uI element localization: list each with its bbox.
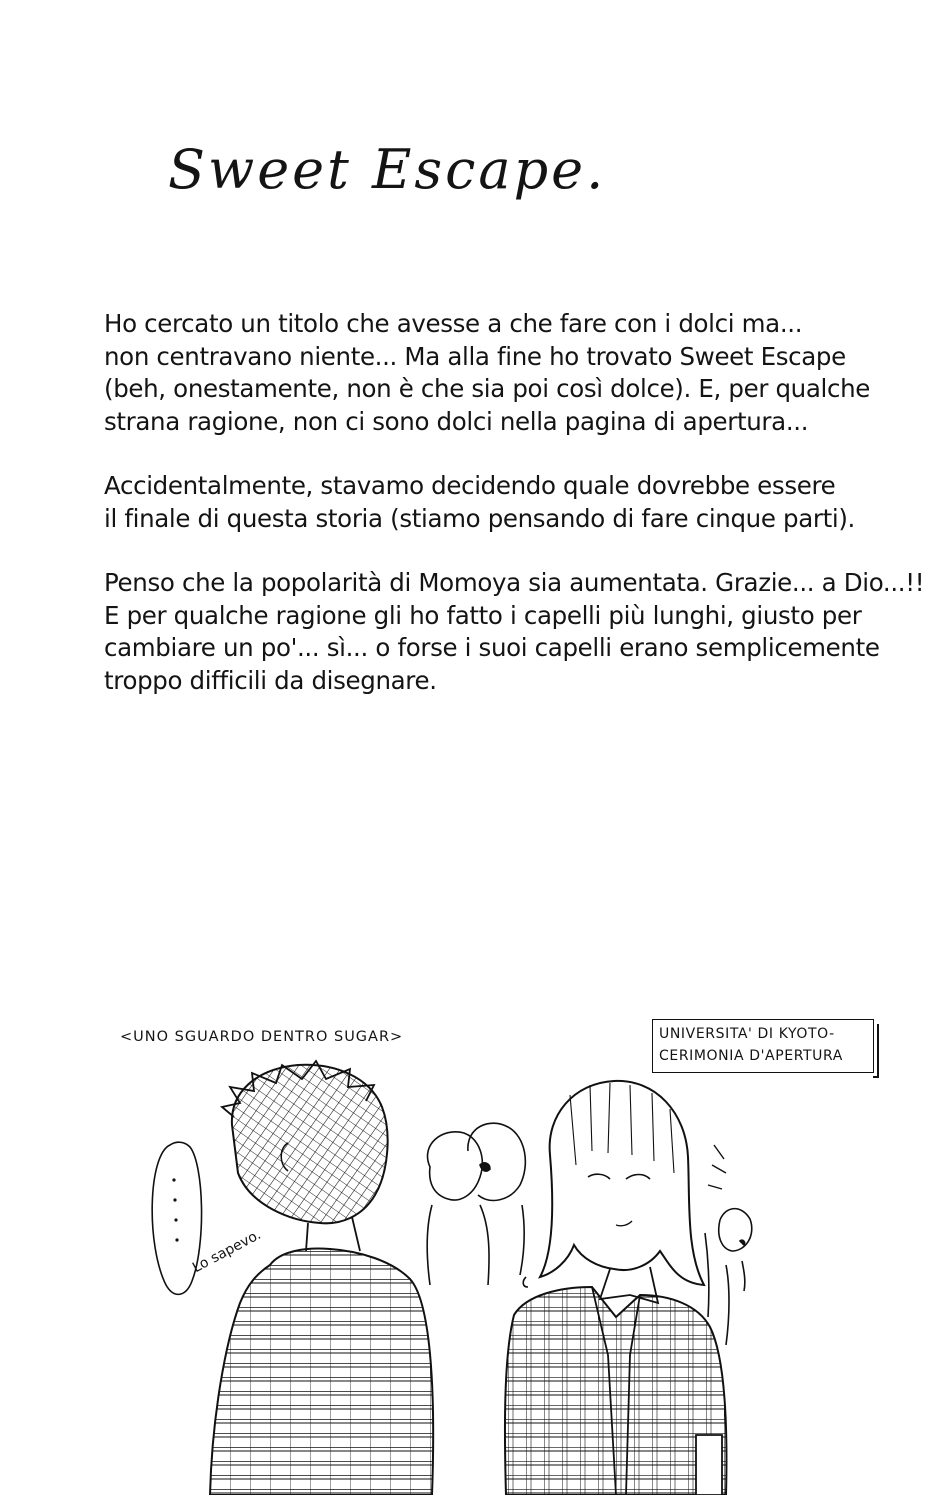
note-paragraph — [104, 470, 934, 535]
whisper-text: Lo sapevo. — [190, 1226, 264, 1277]
note-line: non centravano niente... Ma alla fine ho trovato Sweet Escape — [104, 341, 846, 371]
note-line: Ho cercato un titolo che avesse a che fare con i dolci ma... — [104, 309, 803, 338]
note-paragraph — [104, 567, 934, 697]
note-line: cambiare un po'... sì... o forse i suoi capelli erano semplicemente — [104, 633, 880, 662]
note-line: Penso che la popolarità di Momoya sia aumentata. Grazie... a Dio...!! — [104, 568, 925, 597]
page-title: Sweet Escape. — [168, 138, 607, 201]
author-note — [104, 308, 934, 729]
girl-figure — [505, 1081, 727, 1495]
boy-figure — [210, 1061, 433, 1495]
manga-illustration — [130, 1055, 930, 1495]
note-line: Accidentalmente, stavamo decidendo quale dovrebbe essere — [104, 471, 836, 500]
note-line: (beh, onestamente, non è che sia poi così dolce). E, per qualche — [104, 374, 871, 403]
location-line: UNIVERSITA' DI KYOTO- — [659, 1026, 835, 1042]
location-line: CERIMONIA D'APERTURA — [659, 1048, 843, 1064]
note-line: il finale di questa storia (stiamo pensando di fare cinque parti). — [104, 503, 855, 533]
note-line: E per qualche ragione gli ho fatto i capelli più lunghi, giusto per — [104, 600, 862, 630]
note-line: strana ragione, non ci sono dolci nella pagina di apertura... — [104, 406, 809, 436]
note-line: troppo difficili da disegnare. — [104, 665, 437, 695]
note-paragraph — [104, 308, 934, 438]
illustration-caption: <UNO SGUARDO DENTRO SUGAR> — [120, 1029, 404, 1045]
